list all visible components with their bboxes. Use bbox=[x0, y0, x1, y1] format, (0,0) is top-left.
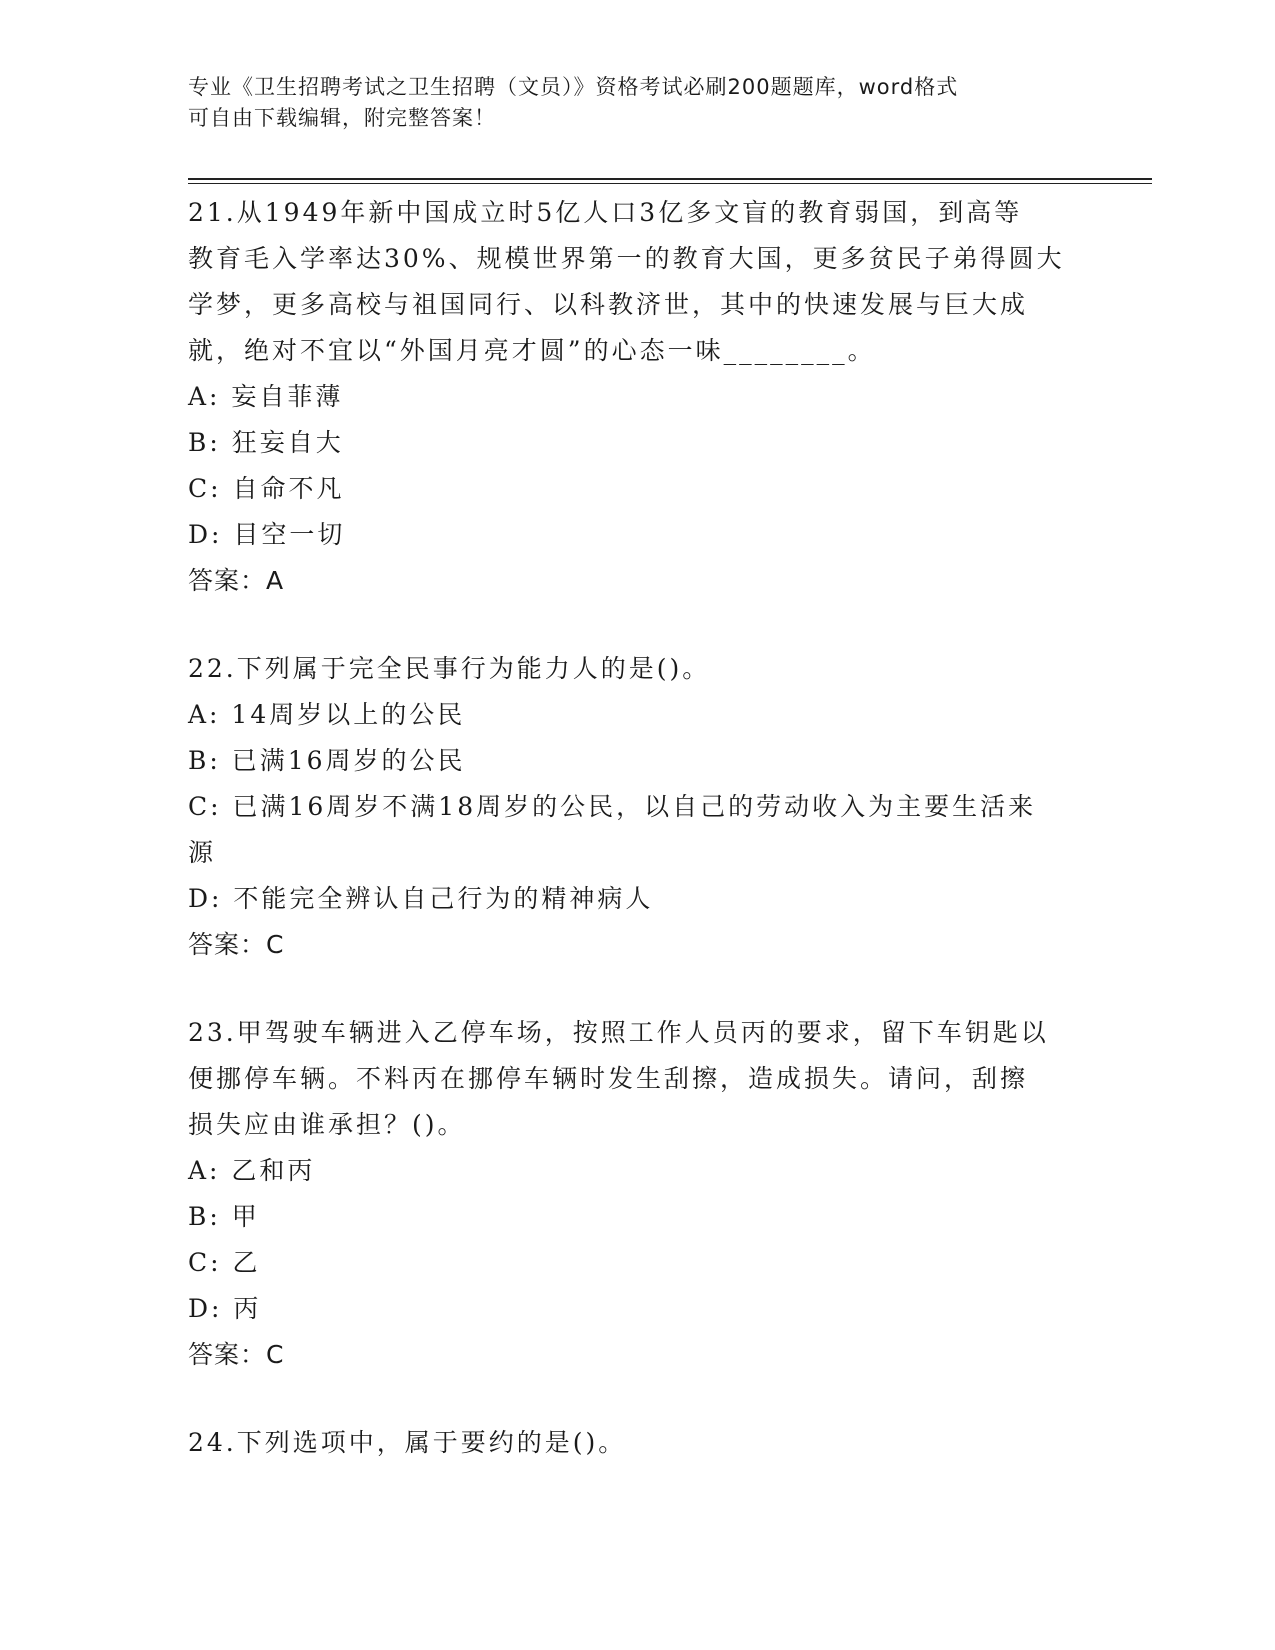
header-line-2: 可自由下载编辑，附完整答案！ bbox=[188, 106, 496, 130]
option-a: A: 14周岁以上的公民 bbox=[188, 700, 466, 729]
document-header bbox=[188, 72, 1068, 134]
answer-label: 答案：C bbox=[188, 930, 285, 959]
option-c-continued: 源 bbox=[188, 838, 217, 867]
answer-label: 答案：C bbox=[188, 1340, 285, 1369]
option-a: A: 妄自菲薄 bbox=[188, 382, 344, 411]
question-24 bbox=[188, 1420, 1088, 1466]
question-stem-line: 21.从1949年新中国成立时5亿人口3亿多文盲的教育弱国，到高等 bbox=[188, 198, 1023, 227]
question-stem-line: 就，绝对不宜以“外国月亮才圆”的心态一味________。 bbox=[188, 336, 876, 365]
question-stem-line: 22.下列属于完全民事行为能力人的是()。 bbox=[188, 654, 711, 683]
option-d: D: 不能完全辨认自己行为的精神病人 bbox=[188, 884, 654, 913]
question-list bbox=[188, 190, 1088, 1508]
option-a: A: 乙和丙 bbox=[188, 1156, 316, 1185]
question-stem-line: 便挪停车辆。不料丙在挪停车辆时发生刮擦，造成损失。请问，刮擦 bbox=[188, 1064, 1029, 1093]
question-stem-line: 24.下列选项中，属于要约的是()。 bbox=[188, 1428, 627, 1457]
option-d: D: 丙 bbox=[188, 1294, 262, 1323]
question-21 bbox=[188, 190, 1088, 604]
question-stem-line: 教育毛入学率达30%、规模世界第一的教育大国，更多贫民子弟得圆大 bbox=[188, 244, 1065, 273]
header-line-1: 专业《卫生招聘考试之卫生招聘（文员）》资格考试必刷200题题库，word格式 bbox=[188, 75, 959, 99]
option-c: C: 已满16周岁不满18周岁的公民，以自己的劳动收入为主要生活来 bbox=[188, 792, 1037, 821]
option-b: B: 已满16周岁的公民 bbox=[188, 746, 466, 775]
header-divider-thin bbox=[188, 183, 1152, 184]
answer-label: 答案：A bbox=[188, 566, 285, 595]
option-b: B: 甲 bbox=[188, 1202, 260, 1231]
question-stem-line: 23.甲驾驶车辆进入乙停车场，按照工作人员丙的要求，留下车钥匙以 bbox=[188, 1018, 1049, 1047]
question-22 bbox=[188, 646, 1088, 968]
option-c: C: 乙 bbox=[188, 1248, 261, 1277]
option-c: C: 自命不凡 bbox=[188, 474, 345, 503]
option-d: D: 目空一切 bbox=[188, 520, 346, 549]
question-stem-line: 损失应由谁承担？()。 bbox=[188, 1110, 466, 1139]
question-stem-line: 学梦，更多高校与祖国同行、以科教济世，其中的快速发展与巨大成 bbox=[188, 290, 1029, 319]
header-divider-thick bbox=[188, 178, 1152, 180]
option-b: B: 狂妄自大 bbox=[188, 428, 344, 457]
question-23 bbox=[188, 1010, 1088, 1378]
